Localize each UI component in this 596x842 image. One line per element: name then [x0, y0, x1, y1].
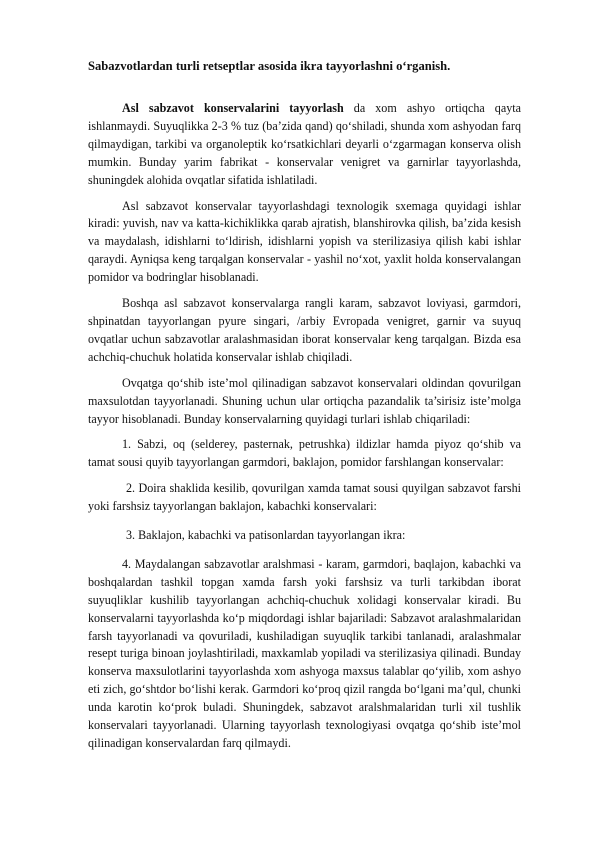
paragraph-4: Ovqatga qo‘shib iste’mol qilinadigan sabzavot konservalari oldindan qovurilgan maxsulotdan tayyorlanadi. Shuning uchun ular ortiqcha pazandalik ta’sirisiz iste’molga tayyor hisoblanadi. Bunday konservalarning quyidagi turlari ishlab chiqariladi: — [88, 375, 521, 426]
paragraph-1-text: da xom ashyo ortiqcha qayta ishlanmaydi. Suyuqlikka 2-3 % tuz (ba’zida qand) qo‘shiladi, shunda xom ashyodan farq qilmaydigan, tarkibi va organoleptik ko‘rsatkichlari deyarli o‘zgarmagan konserva olish mumkin. Bunday yarim fabrikat - konservalar venigret va garnirlar tayyorlashda, shuningdek alohida ovqatlar sifatida ishlatiladi. — [88, 101, 521, 187]
list-item-3: 3. Baklajon, kabachki va patisonlardan tayyorlangan ikra: — [126, 528, 406, 543]
paragraph-1 — [88, 100, 521, 190]
paragraph-3: Boshqa asl sabzavot konservalarga rangli karam, sabzavot loviyasi, garmdori, shpinatdan tayyorlangan pyure singari, /arbiy Evropada venigret, garnir va suyuq ovqatlar uchun sabzavotlar aralashmasidan iborat konservalar keng tarqalgan. Bizda esa achchiq-chuchuk holatida konservalar ishlab chiqiladi. — [88, 296, 521, 364]
list-item-1: 1. Sabzi, oq (selderey, pasternak, petrushka) ildizlar hamda piyoz qo‘shib va tamat sousi quyib tayyorlangan garmdori, baklajon, pomidor farshlangan konservalar: — [88, 437, 521, 470]
paragraph-2: Asl sabzavot konservalar tayyorlashdagi texnologik sxemaga quyidagi ishlar kiradi: yuvish, nav va katta-kichiklikka qarab ajratish, blanshirovka qilish, ba’zida kesish va maydalash, idishlarni to‘ldirish, idishlarni yopish va sterilizasiya qilish kabi ishlar qaraydi. Ayniqsa keng tarqalgan konservalar - yashil no‘xot, yaxlit holda konservalangan pomidor va bodringlar hisoblanadi. — [88, 198, 521, 285]
paragraph-1-lead: Asl sabzavot konservalarini tayyorlash — [122, 101, 344, 115]
document-body — [88, 100, 521, 753]
list-item-4: 4. Maydalangan sabzavotlar aralshmasi - karam, garmdori, baqlajon, kabachki va boshqalardan tashkil topgan xamda farsh yoki farshsiz va turli tarkibdan iborat suyuqliklar kushilib tayyorlangan achchiq-chuchuk xolidagi konservalar kiradi. Bu konservalarni tayyorlashda ko‘p miqdordagi ishlar bajariladi: Sabzavot aralashmalaridan farsh tayyorlanadi va qovuriladi, kushiladigan suyuqlik tarkibi tanlanadi, aralashmalar resept turiga binoan joylashtiriladi, maxkamlab yopiladi va sterilizasiya qilinadi. Bunday konserva maxsulotlarini tayyorlashda xom ashyoga maxsus talablar qo‘yilib, xom ashyo eti zich, go‘shtdor bo‘lishi kerak. Garmdori ko‘proq qizil rangda bo‘lgani ma’qul, chunki unda karotin ko‘prok buladi. Shuningdek, sabzavot aralshmalaridan turli xil tushlik konservalari tayyorlanadi. Ularning tayyorlash texnologiyasi ovqatga qo‘shib iste’mol qilinadigan konservalardan farq qilmaydi. — [88, 556, 521, 750]
list-item-2: 2. Doira shaklida kesilib, qovurilgan xamda tamat sousi quyilgan sabzavot farshi yoki farshsiz tayyorlangan baklajon, kabachki konservalari: — [88, 481, 521, 514]
page-title: Sabazvotlardan turli retseptlar asosida ikra tayyorlashni o‘rganish. — [88, 59, 451, 73]
